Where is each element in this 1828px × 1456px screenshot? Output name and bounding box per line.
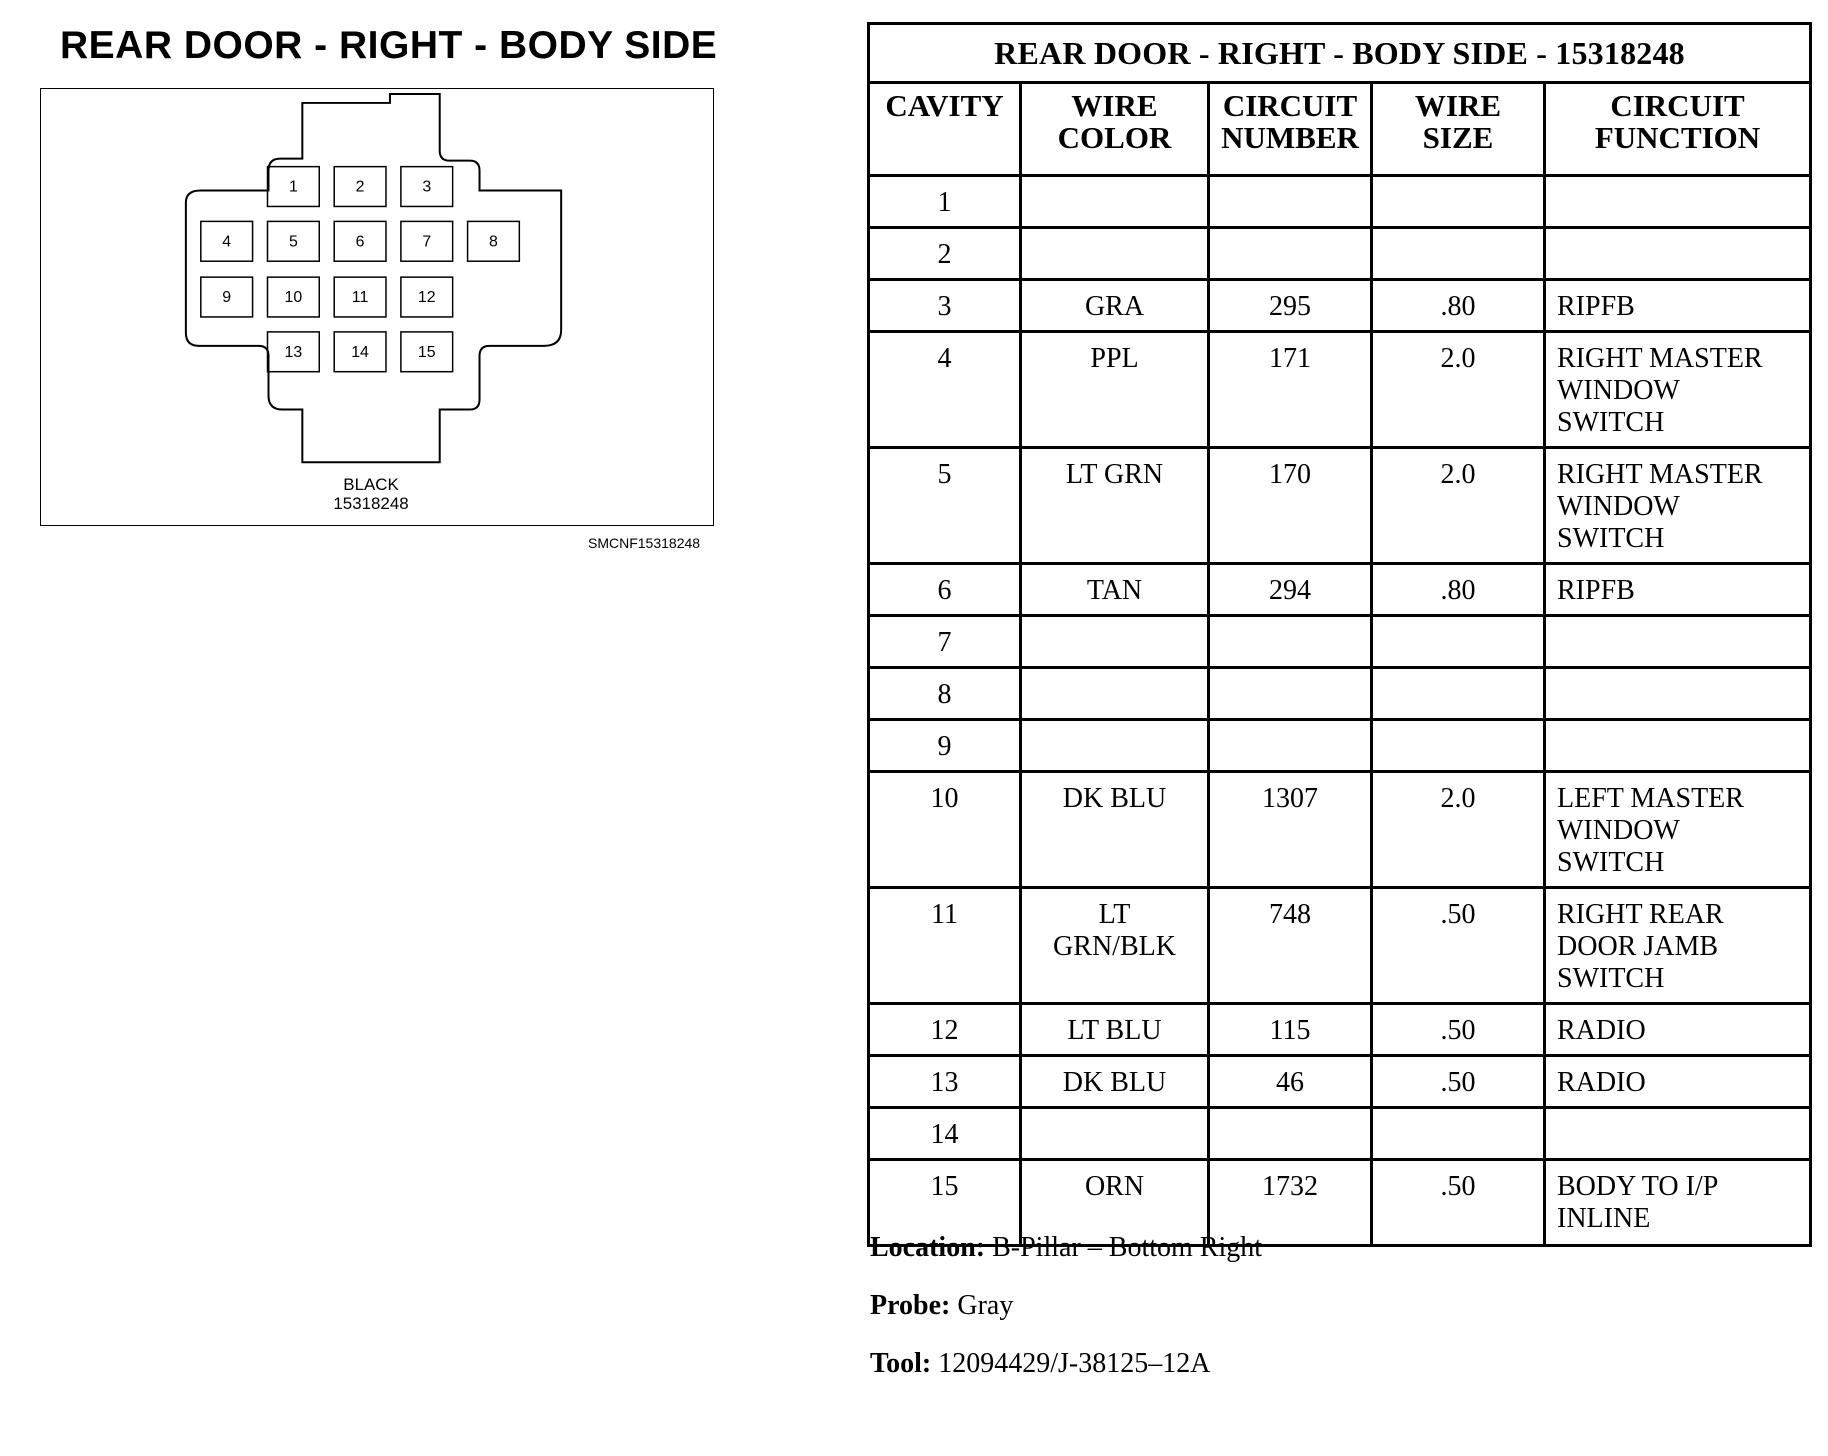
connector-part-number: 15318248 — [333, 494, 409, 514]
pin-cavity-1 — [268, 167, 320, 207]
table-row — [869, 1056, 1811, 1108]
circuit-number-cell: 115 — [1209, 1004, 1372, 1056]
wire-size-cell — [1372, 176, 1545, 228]
pin-number-label: 15 — [417, 343, 436, 361]
pin-cavity-8 — [468, 221, 520, 261]
cavity-cell: 14 — [869, 1108, 1021, 1160]
pin-number-label: 3 — [422, 178, 432, 196]
pin-cavity-11 — [334, 277, 386, 317]
wire-color-cell: DK BLU — [1021, 1056, 1209, 1108]
circuit-function-cell — [1545, 448, 1811, 564]
connector-color-label: BLACK — [343, 475, 399, 495]
tool-label: Tool: — [870, 1348, 932, 1379]
pin-number-label: 2 — [355, 178, 365, 196]
circuit-function-cell — [1545, 888, 1811, 1004]
wire-color-cell: TAN — [1021, 564, 1209, 616]
circuit-function-line: SWITCH — [1557, 846, 1665, 878]
pin-cavity-4 — [201, 221, 253, 261]
circuit-number-cell — [1209, 1108, 1372, 1160]
wire-size-cell: .50 — [1372, 1004, 1545, 1056]
cavity-cell: 7 — [869, 616, 1021, 668]
header-wire-color: WIRE COLOR — [1021, 83, 1209, 176]
circuit-number-cell: 748 — [1209, 888, 1372, 1004]
pin-cavity-9 — [201, 277, 253, 317]
wire-size-cell: .80 — [1372, 564, 1545, 616]
circuit-function-cell — [1545, 332, 1811, 448]
wire-color-line: GRN/BLK — [1053, 930, 1176, 962]
cavity-cell: 13 — [869, 1056, 1021, 1108]
pin-cavity-2 — [334, 167, 386, 207]
circuit-function-line: RIGHT MASTER — [1557, 459, 1763, 490]
header-circuit-number: CIRCUIT NUMBER — [1209, 83, 1372, 176]
circuit-function-cell — [1545, 1004, 1811, 1056]
table-row — [869, 616, 1811, 668]
circuit-function-line: BODY TO I/P — [1557, 1171, 1719, 1202]
wire-color-cell — [1021, 720, 1209, 772]
wire-size-cell: .50 — [1372, 888, 1545, 1004]
pin-cavity-10 — [268, 277, 320, 317]
wire-color-cell: GRA — [1021, 280, 1209, 332]
location-note — [870, 1232, 1262, 1290]
circuit-number-cell: 170 — [1209, 448, 1372, 564]
pin-cavity-14 — [334, 332, 386, 372]
circuit-function-line: DOOR JAMB — [1557, 930, 1719, 962]
location-value: B-Pillar – Bottom Right — [992, 1232, 1263, 1263]
circuit-function-line: SWITCH — [1557, 406, 1665, 438]
cavity-table — [867, 22, 1812, 1247]
wire-size-cell — [1372, 1108, 1545, 1160]
pin-number-label: 8 — [489, 233, 498, 251]
pin-number-label: 1 — [288, 178, 298, 196]
circuit-function-cell — [1545, 228, 1811, 280]
table-row — [869, 1004, 1811, 1056]
wire-size-cell: 2.0 — [1372, 772, 1545, 888]
probe-note — [870, 1290, 1262, 1348]
wire-color-cell — [1021, 668, 1209, 720]
pin-number-label: 12 — [417, 289, 436, 307]
pin-number-label: 13 — [284, 343, 303, 361]
table-row — [869, 888, 1811, 1004]
location-label: Location: — [870, 1232, 986, 1263]
table-row — [869, 1108, 1811, 1160]
connector-diagram — [40, 88, 714, 526]
wire-size-cell — [1372, 228, 1545, 280]
wire-color-cell — [1021, 1108, 1209, 1160]
pin-cavity-3 — [401, 167, 453, 207]
cavity-table-container — [867, 22, 1809, 1247]
cavity-table-title: REAR DOOR - RIGHT - BODY SIDE - 15318248 — [869, 24, 1811, 83]
tool-value: 12094429/J-38125–12A — [938, 1348, 1211, 1379]
wire-size-cell: 2.0 — [1372, 332, 1545, 448]
figure-code: SMCNF15318248 — [588, 535, 701, 551]
pin-number-label: 10 — [284, 289, 303, 307]
table-row — [869, 668, 1811, 720]
circuit-number-cell — [1209, 616, 1372, 668]
wire-color-cell — [1021, 888, 1209, 1004]
wire-color-cell — [1021, 176, 1209, 228]
table-row — [869, 176, 1811, 228]
wire-color-cell: LT BLU — [1021, 1004, 1209, 1056]
table-row — [869, 720, 1811, 772]
cavity-cell: 4 — [869, 332, 1021, 448]
circuit-function-cell — [1545, 668, 1811, 720]
circuit-function-cell — [1545, 280, 1811, 332]
probe-value: Gray — [957, 1290, 1014, 1321]
pin-number-label: 4 — [222, 233, 232, 251]
cavity-cell: 15 — [869, 1160, 1021, 1246]
wire-color-cell: PPL — [1021, 332, 1209, 448]
circuit-number-cell — [1209, 720, 1372, 772]
wire-size-cell — [1372, 616, 1545, 668]
cavity-cell: 6 — [869, 564, 1021, 616]
circuit-function-cell — [1545, 720, 1811, 772]
connector-diagram-title: REAR DOOR - RIGHT - BODY SIDE — [60, 24, 718, 67]
cavity-cell: 12 — [869, 1004, 1021, 1056]
wire-size-cell — [1372, 720, 1545, 772]
circuit-number-cell: 295 — [1209, 280, 1372, 332]
cavity-cell: 8 — [869, 668, 1021, 720]
circuit-function-line: RADIO — [1557, 1015, 1646, 1046]
wire-color-cell: LT GRN — [1021, 448, 1209, 564]
wire-size-cell: .50 — [1372, 1160, 1545, 1246]
table-row — [869, 332, 1811, 448]
cavity-cell: 2 — [869, 228, 1021, 280]
pin-cavity-13 — [268, 332, 320, 372]
pin-number-label: 11 — [351, 289, 369, 307]
wire-size-cell: .80 — [1372, 280, 1545, 332]
wire-color-line: LT — [1098, 899, 1131, 930]
circuit-function-cell — [1545, 176, 1811, 228]
circuit-function-cell — [1545, 772, 1811, 888]
pin-cavity-15 — [401, 332, 453, 372]
cavity-cell: 1 — [869, 176, 1021, 228]
wire-color-cell — [1021, 228, 1209, 280]
connector-notes — [870, 1232, 1262, 1406]
circuit-function-cell — [1545, 1160, 1811, 1246]
pin-number-label: 9 — [222, 289, 232, 307]
circuit-number-cell — [1209, 176, 1372, 228]
pin-cavity-7 — [401, 221, 453, 261]
table-row — [869, 228, 1811, 280]
circuit-function-line: RIGHT MASTER — [1557, 343, 1763, 374]
circuit-function-line: WINDOW — [1557, 490, 1680, 522]
circuit-number-cell — [1209, 668, 1372, 720]
cavity-cell: 9 — [869, 720, 1021, 772]
circuit-number-cell: 1732 — [1209, 1160, 1372, 1246]
table-row — [869, 280, 1811, 332]
pin-cavity-5 — [268, 221, 320, 261]
probe-label: Probe: — [870, 1290, 951, 1321]
pin-number-label: 7 — [422, 233, 432, 251]
circuit-number-cell: 171 — [1209, 332, 1372, 448]
cavity-cell: 11 — [869, 888, 1021, 1004]
pin-number-label: 6 — [355, 233, 365, 251]
header-cavity: CAVITY — [869, 83, 1021, 176]
pin-cavity-12 — [401, 277, 453, 317]
wire-color-cell: ORN — [1021, 1160, 1209, 1246]
tool-note — [870, 1348, 1262, 1406]
circuit-number-cell: 46 — [1209, 1056, 1372, 1108]
circuit-function-line: WINDOW — [1557, 374, 1680, 406]
header-circuit-function: CIRCUIT FUNCTION — [1545, 83, 1811, 176]
connector-face-drawing — [41, 89, 713, 525]
wire-size-cell: 2.0 — [1372, 448, 1545, 564]
circuit-function-line: LEFT MASTER — [1557, 783, 1744, 814]
circuit-function-line: SWITCH — [1557, 962, 1665, 994]
header-wire-size: WIRE SIZE — [1372, 83, 1545, 176]
wire-color-cell: DK BLU — [1021, 772, 1209, 888]
cavity-cell: 3 — [869, 280, 1021, 332]
circuit-function-line: SWITCH — [1557, 522, 1665, 554]
circuit-function-line: WINDOW — [1557, 814, 1680, 846]
circuit-function-cell — [1545, 1056, 1811, 1108]
wire-size-cell: .50 — [1372, 1056, 1545, 1108]
circuit-function-line: RIPFB — [1557, 291, 1635, 322]
circuit-function-line: RIGHT REAR — [1557, 899, 1724, 930]
connector-housing-outline — [186, 94, 561, 462]
pin-number-label: 5 — [288, 233, 298, 251]
circuit-function-line: RADIO — [1557, 1067, 1646, 1098]
circuit-number-cell — [1209, 228, 1372, 280]
circuit-function-line: RIPFB — [1557, 575, 1635, 606]
cavity-cell: 5 — [869, 448, 1021, 564]
wire-color-cell — [1021, 616, 1209, 668]
circuit-function-cell — [1545, 1108, 1811, 1160]
circuit-function-cell — [1545, 564, 1811, 616]
circuit-function-line: INLINE — [1557, 1202, 1651, 1234]
cavity-cell: 10 — [869, 772, 1021, 888]
circuit-number-cell: 1307 — [1209, 772, 1372, 888]
table-row — [869, 448, 1811, 564]
pin-cavity-6 — [334, 221, 386, 261]
wire-size-cell — [1372, 668, 1545, 720]
circuit-function-cell — [1545, 616, 1811, 668]
circuit-number-cell: 294 — [1209, 564, 1372, 616]
table-row — [869, 564, 1811, 616]
pin-number-label: 14 — [351, 343, 369, 361]
table-row — [869, 772, 1811, 888]
